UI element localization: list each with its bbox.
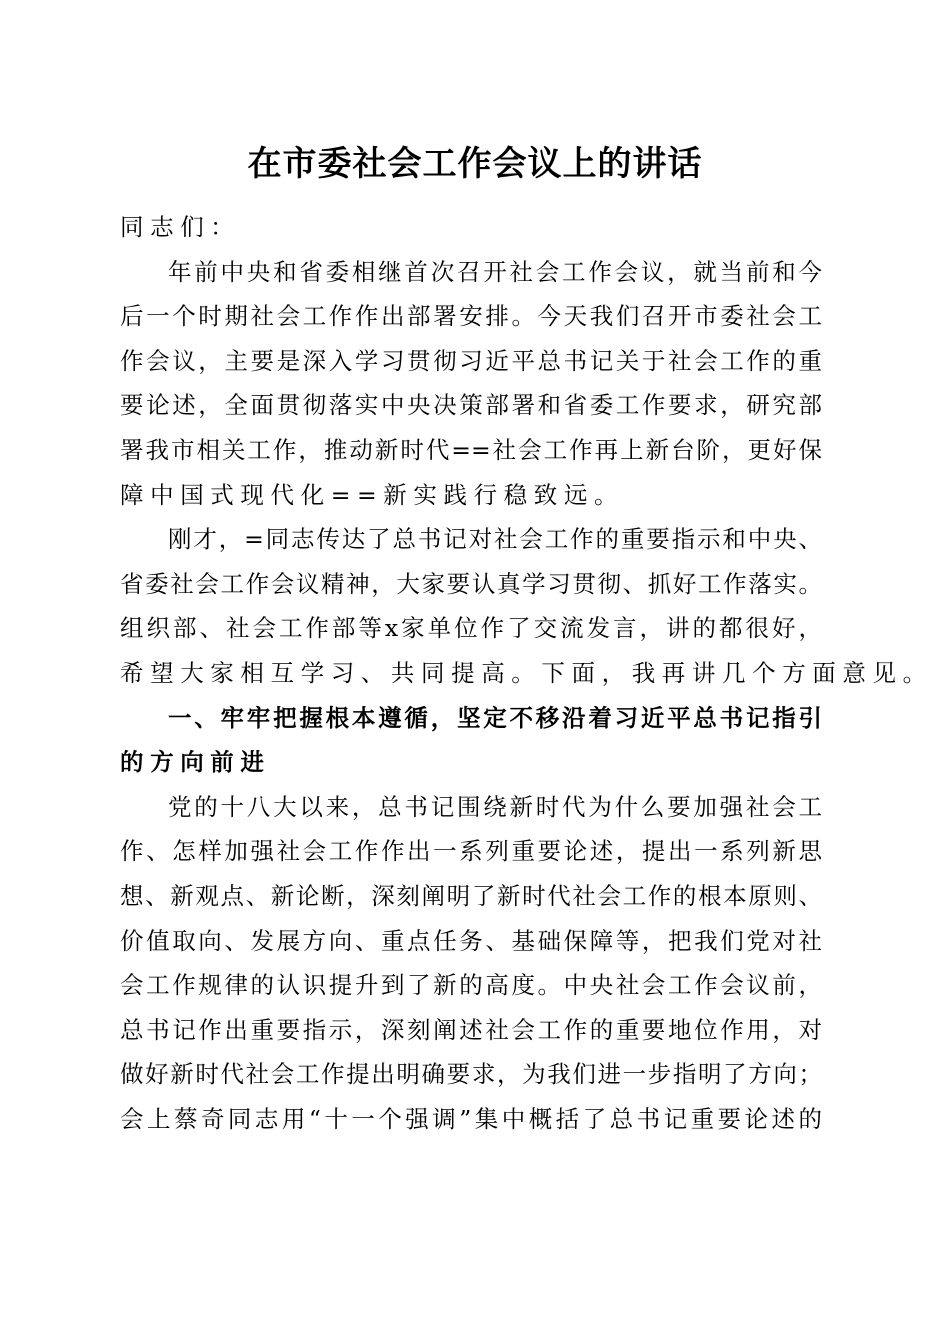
text-line: 会工作规律的认识提升到了新的高度。中央社会工作会议前， [120, 971, 822, 1000]
document-title: 在市委社会工作会议上的讲话 [247, 144, 703, 184]
paragraph [120, 517, 933, 695]
text-line: 想、新观点、新论断，深刻阐明了新时代社会工作的根本原则、 [120, 881, 822, 910]
text-line: 价值取向、发展方向、重点任务、基础保障等，把我们党对社 [120, 926, 822, 955]
text-line: 做好新时代社会工作提出明确要求，为我们进一步指明了方向； [120, 1060, 822, 1089]
text-line: 后一个时期社会工作作出部署安排。今天我们召开市委社会工 [120, 302, 822, 331]
text-line: 刚才，=同志传达了总书记对社会工作的重要指示和中央、 [168, 525, 822, 554]
paragraph [120, 250, 822, 518]
text-line: 一、牢牢把握根本遵循，坚定不移沿着习近平总书记指引 [168, 703, 822, 732]
section-heading [120, 696, 822, 785]
text-line: 组织部、社会工作部等x家单位作了交流发言，讲的都很好， [120, 614, 822, 643]
text-line: 障中国式现代化==新实践行稳致远。 [120, 480, 625, 509]
paragraph [120, 785, 822, 1142]
text-line: 希望大家相互学习、共同提高。下面，我再讲几个方面意见。 [120, 658, 933, 687]
text-line: 省委社会工作会议精神，大家要认真学习贯彻、抓好工作落实。 [120, 569, 822, 598]
text-line: 作会议，主要是深入学习贯彻习近平总书记关于社会工作的重 [120, 346, 822, 375]
text-line: 要论述，全面贯彻落实中央决策部署和省委工作要求，研究部 [120, 391, 822, 420]
text-line: 党的十八大以来，总书记围绕新时代为什么要加强社会工 [168, 792, 822, 821]
document-body [120, 205, 933, 1141]
text-line: 署我市相关工作，推动新时代==社会工作再上新台阶，更好保 [120, 435, 822, 464]
text-line: 年前中央和省委相继首次召开社会工作会议，就当前和今 [168, 257, 822, 286]
text-line: 总书记作出重要指示，深刻阐述社会工作的重要地位作用，对 [120, 1015, 822, 1044]
text-line: 的方向前进 [120, 748, 271, 777]
salutation: 同志们： [120, 213, 241, 241]
text-line: 会上蔡奇同志用“十一个强调”集中概括了总书记重要论述的 [120, 1104, 822, 1133]
text-line: 作、怎样加强社会工作作出一系列重要论述，提出一系列新思 [120, 837, 822, 866]
